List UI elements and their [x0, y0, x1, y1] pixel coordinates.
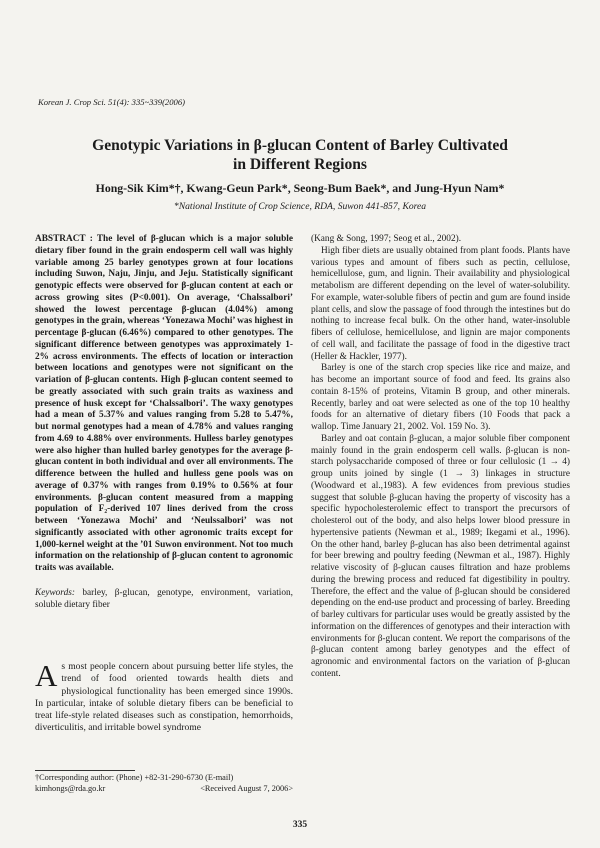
paragraph: (Kang & Song, 1997; Seog et al., 2002).: [311, 234, 462, 244]
right-column: [311, 234, 570, 681]
keywords-text: barley, β-glucan, genotype, environment, variation, soluble dietary fiber: [35, 587, 293, 610]
drop-cap: A: [35, 658, 58, 693]
paragraph: Barley is one of the starch crop species like rice and maize, and has become an important source of food and feed. Its grains also contain 8-15% of proteins, Vitamin B group, and other minerals. Recently, barley and oat were selected as one of the top 10 healthy foods for an alternative of dietary fibers (10 Foods that pack a wallop. Time January 21, 2002. Vol. 159 No. 3).: [311, 363, 570, 432]
footnote: [35, 773, 293, 794]
abstract: [35, 234, 293, 575]
introduction-start: [35, 658, 293, 735]
intro-text: s most people concern about pursuing better life styles, the trend of food oriented towards health diets and physiological functionality has been emerged since 1990s. In particular, intake of soluble dietary fibers can be beneficial to treat life-style related diseases such as constipation, hemorrhoids, diverticulitis, and irritable bowel syndrome: [35, 661, 293, 734]
footnote-divider: [35, 770, 135, 771]
journal-citation: Korean J. Crop Sci. 51(4): 335~339(2006): [38, 97, 185, 107]
received-date: <Received August 7, 2006>: [200, 783, 293, 793]
paragraph: High fiber diets are usually obtained from plant foods. Plants have various types and amount of fibers such as pectin, cellulose, hemicellulose, gum, and lignin. Their availability and physiological metabolism are different depending on the level of water-solubility. For example, water-soluble fibers of pectin and gum are found inside plant cells, and slow the passage of food through the intestines but do nothing to increase fecal bulk. On the other hand, water-insoluble fibers of cellulose, hemicellulose, and lignin are major components of cell wall, and facilitate the passage of food in the digestive tract (Heller & Hackler, 1977).: [311, 245, 570, 362]
keywords-label: Keywords:: [35, 587, 75, 598]
left-column: [35, 234, 293, 611]
title-line-1: Genotypic Variations in β-glucan Content of Barley Cultivated: [92, 137, 508, 154]
corresponding-author: †Corresponding author: (Phone) +82-31-290-6730 (E-mail) kimhongs@rda.go.kr: [35, 773, 234, 793]
abstract-text: ABSTRACT : The level of β-glucan which is a major soluble dietary fiber found in the grain endosperm cell wall was highly variable among 25 barley genotypes grown at four locations including Suwon, Naju, Jinju, and Jeju. Statistically significant genotypic effects were observed for β-glucan content at each or across growing sites (P<0.001). On average, ‘Chalssalbori’ showed the lowest percentage β-glucan (4.04%) among genotypes in the grain, whereas ‘Yonezawa Mochi’ was highest in percentage β-glucan (6.46%) compared to other genotypes. The significant difference between genotypes was approximately 1-2% across environments. The effects of location or interaction between locations and genotypes were not significant on the variation of β-glucan contents. High β-glucan content seemed to be greatly associated with such grain traits as waxiness and presence of husk except for ‘Chalssalbori’. The waxy genotypes had a mean of 5.37% and values ranging from 5.28 to 5.47%, but normal genotypes had a mean of 4.78% and values ranging from 4.69 to 4.88% over environments. Hulless barley genotypes were also higher than hulled barley genotypes for the average β-glucan content in both individual and over all environments. The difference between the hulled and hulless gene pools was on average of 0.37% with ranges from 0.19% to 0.56% at four environments. β-glucan content measured from a mapping population of F₂-derived 107 lines derived from the cross between ‘Yonezawa Mochi’ and ‘Neulssalbori’ was not significantly associated with other agronomic traits except for 1,000-kernel weight at the ’01 Suwon environment. Not too much information on the relationship of β-glucan content to agronomic traits was available.: [35, 234, 293, 573]
paragraph: Barley and oat contain β-glucan, a major soluble fiber component mainly found in the grain endosperm cell walls. β-glucan is non-starch polysaccharide composed of three or four cellulosic (1 → 4) group units joined by single (1 → 3) linkages in structure (Woodward et al.,1983). A few evidences from previous studies suggest that soluble β-glucan having the property of viscosity has a specific hypocholesterolemic effect to transport the precursors of cholesterol out of the body, and also helps lower blood pressure in hypertensive patients (Newman et al., 1989; Ikegami et al., 1996). On the other hand, barley β-glucan has also been detrimental against for beer brewing and poultry feeding (Newman et al., 1987). Highly relative viscosity of β-glucan causes filtration and haze problems during the brewing process and reduced fat digestibility in poultry. Therefore, the effect and the value of β-glucan should be considered depending on the end-use product and processing of barley. Breeding of barley cultivars for particular uses would be greatly assisted by the information on the differences of genotypes and their interaction with environments for β-glucan content. We report the comparisons of the β-glucan content among barley genotypes and the effect of agronomic and environmental factors on the variation of β-glucan content.: [311, 433, 570, 679]
paper-title: [40, 136, 560, 174]
affiliation: *National Institute of Crop Science, RDA, Suwon 441-857, Korea: [173, 201, 427, 212]
title-line-2: in Different Regions: [233, 156, 367, 173]
author-list: Hong-Sik Kim*†, Kwang-Geun Park*, Seong-Bum Baek*, and Jung-Hyun Nam*: [95, 181, 505, 195]
keywords: [35, 588, 293, 612]
page-number: 335: [292, 820, 308, 830]
